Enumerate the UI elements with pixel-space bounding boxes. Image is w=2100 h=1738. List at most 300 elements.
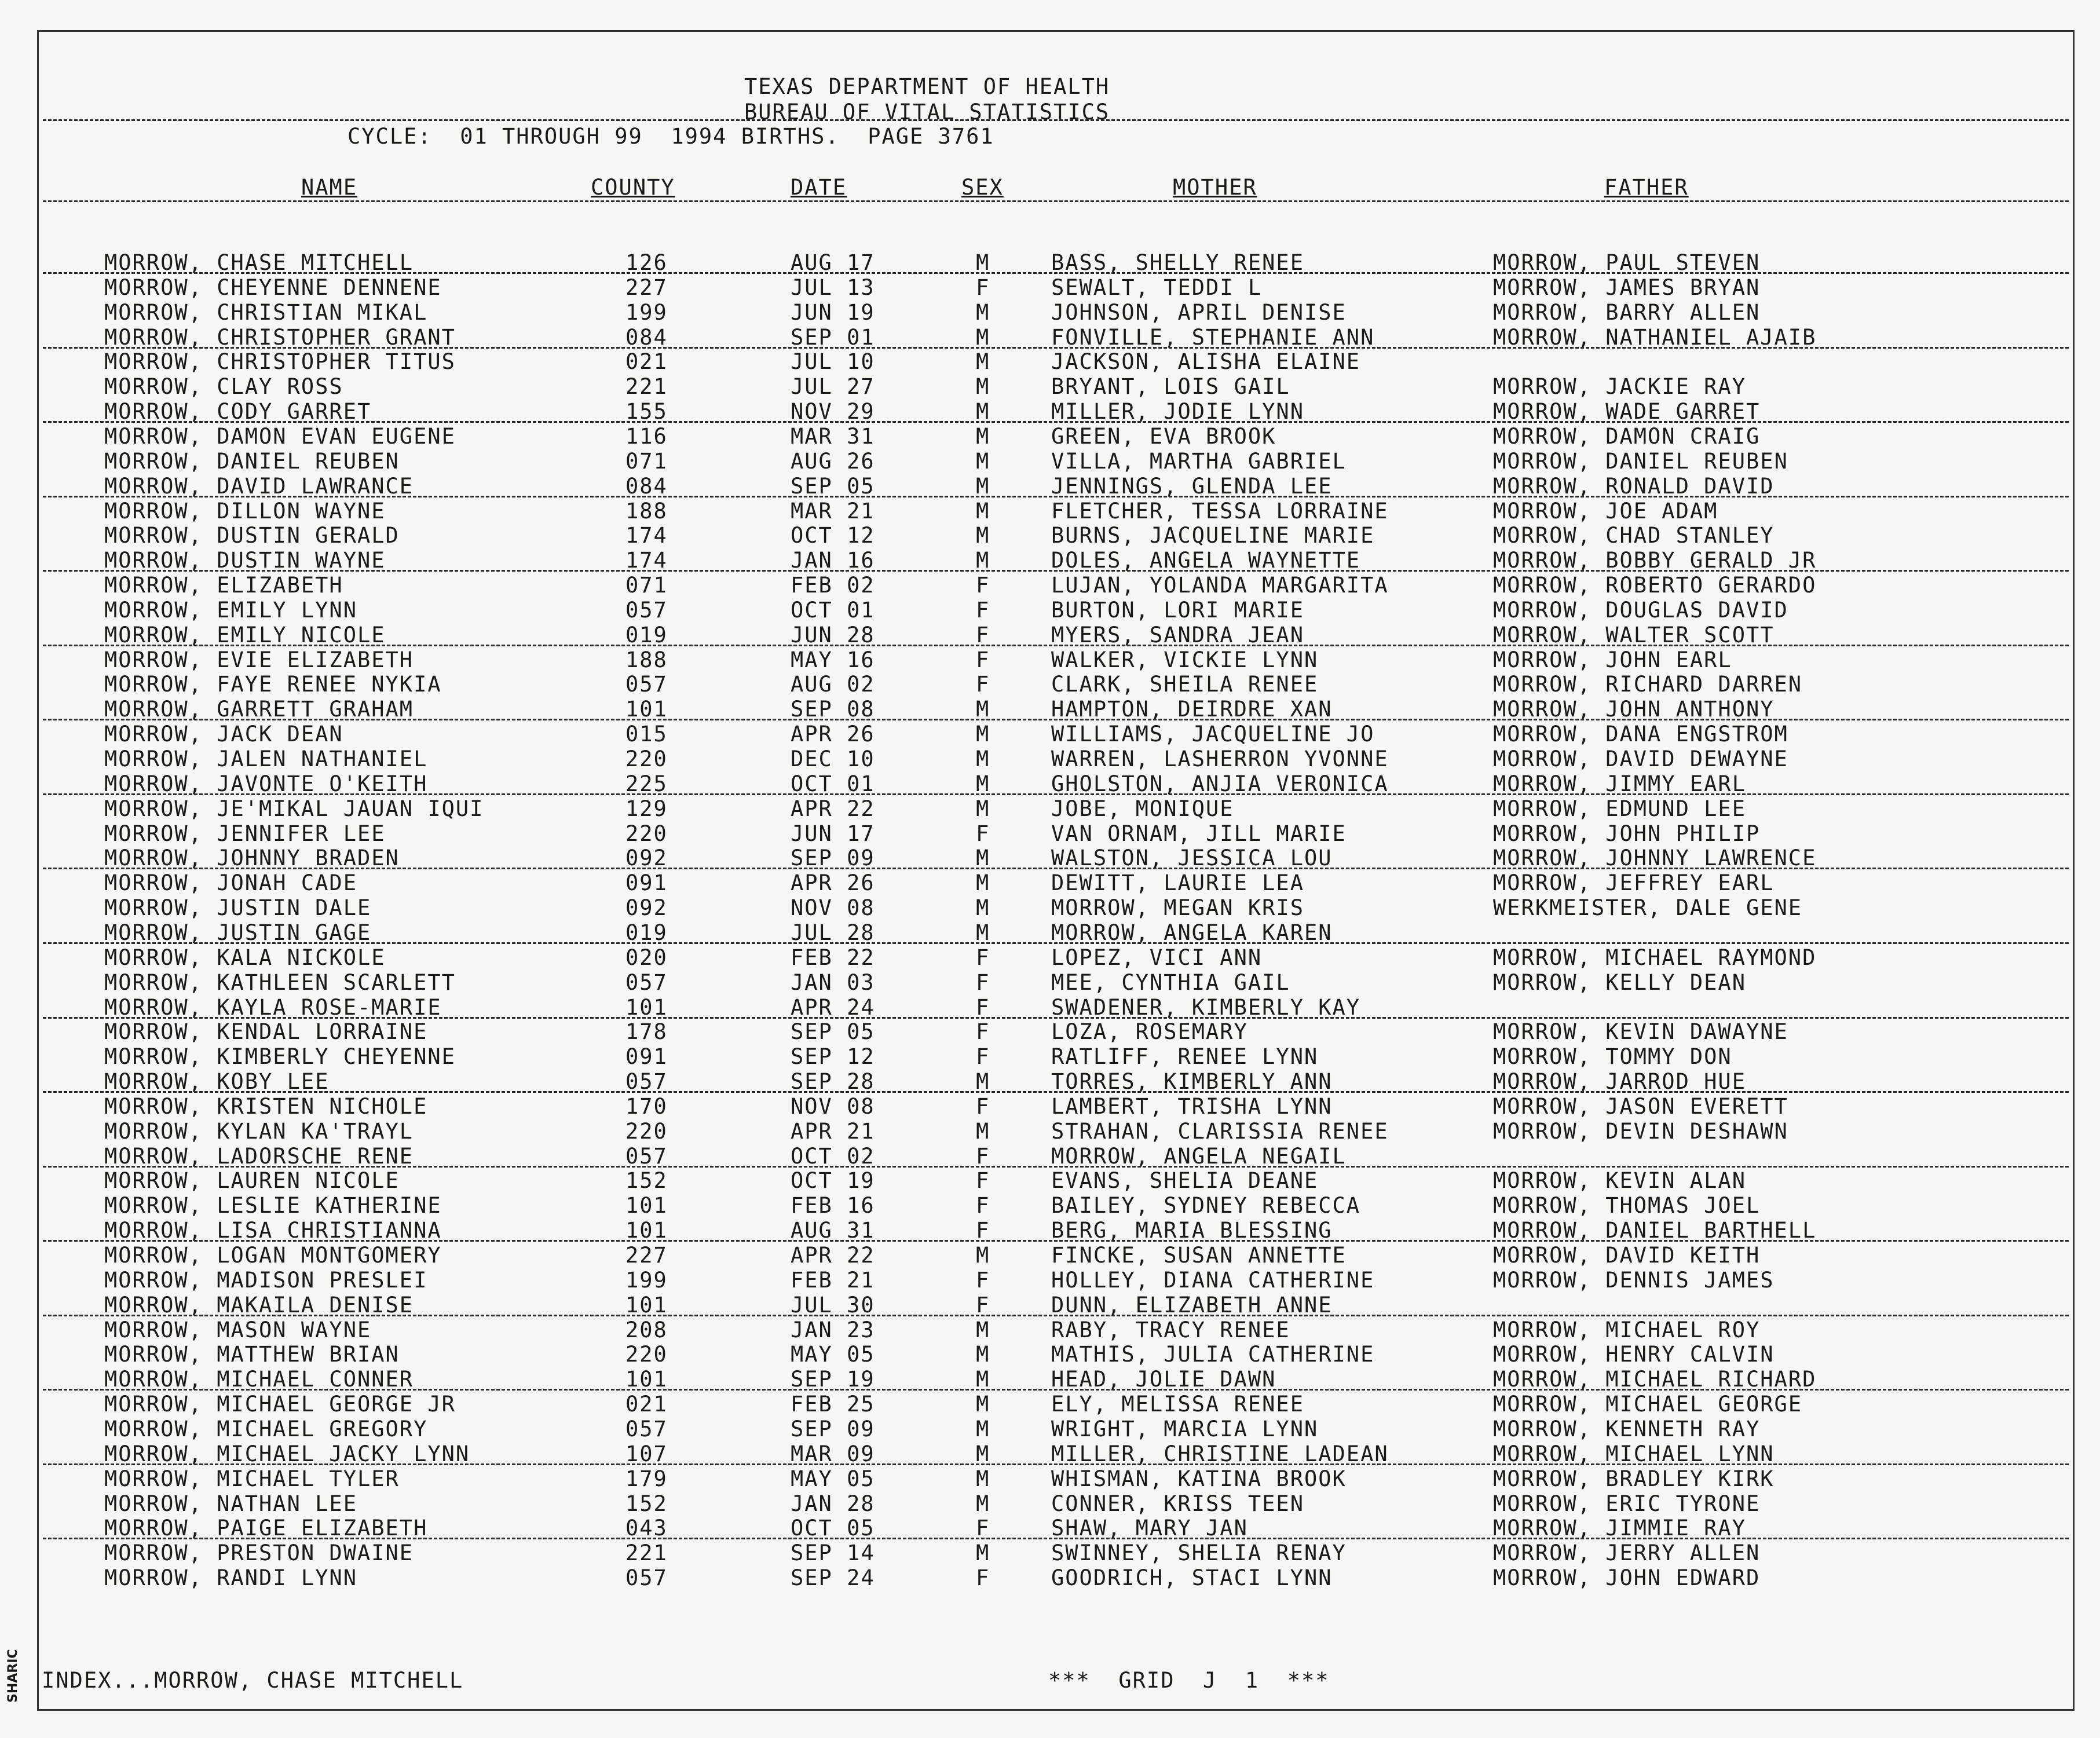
header-department: TEXAS DEPARTMENT OF HEALTH: [744, 74, 1110, 99]
record-mother: WRIGHT, MARCIA LYNN: [1051, 1416, 1319, 1441]
record-date: MAY 16: [791, 647, 875, 672]
record-sex: M: [976, 1416, 990, 1441]
record-sex: F: [976, 1193, 990, 1219]
record-sex: F: [976, 1267, 990, 1293]
row-group-rule: [43, 1389, 2069, 1391]
record-mother: BURTON, LORI MARIE: [1051, 597, 1304, 623]
record-name: MORROW, JAVONTE O'KEITH: [104, 771, 428, 796]
record-name: MORROW, CHRISTOPHER TITUS: [104, 349, 456, 375]
record-mother: STRAHAN, CLARISSIA RENEE: [1051, 1118, 1389, 1144]
record-mother: WILLIAMS, JACQUELINE JO: [1051, 722, 1375, 747]
record-county: 126: [625, 250, 668, 275]
record-father: MORROW, DENNIS JAMES: [1493, 1267, 1775, 1293]
record-mother: JOHNSON, APRIL DENISE: [1051, 299, 1347, 325]
record-sex: F: [976, 1218, 990, 1243]
record-sex: M: [976, 1069, 990, 1095]
record-father: MORROW, BRADLEY KIRK: [1493, 1466, 1775, 1491]
record-name: MORROW, JENNIFER LEE: [104, 821, 386, 846]
record-county: 101: [625, 1367, 668, 1392]
record-row: [0, 945, 2100, 970]
record-date: SEP 14: [791, 1541, 875, 1566]
record-father: MORROW, JOHN PHILIP: [1493, 821, 1761, 846]
record-row: [0, 821, 2100, 846]
record-mother: VILLA, MARTHA GABRIEL: [1051, 448, 1347, 474]
record-date: JUN 28: [791, 622, 875, 647]
record-name: MORROW, RANDI LYNN: [104, 1565, 357, 1591]
record-name: MORROW, CHASE MITCHELL: [104, 250, 414, 275]
row-group-rule: [43, 570, 2069, 572]
row-group-rule: [43, 719, 2069, 720]
record-date: AUG 17: [791, 250, 875, 275]
record-name: MORROW, KYLAN KA'TRAYL: [104, 1118, 414, 1144]
record-name: MORROW, MICHAEL JACKY LYNN: [104, 1441, 470, 1466]
record-mother: BERG, MARIA BLESSING: [1051, 1218, 1333, 1243]
record-mother: SEWALT, TEDDI L: [1051, 275, 1263, 300]
record-sex: F: [976, 622, 990, 647]
record-name: MORROW, KENDAL LORRAINE: [104, 1019, 428, 1045]
record-name: MORROW, DANIEL REUBEN: [104, 448, 400, 474]
record-father: MORROW, RONALD DAVID: [1493, 473, 1775, 499]
record-mother: MILLER, JODIE LYNN: [1051, 399, 1304, 425]
record-mother: HAMPTON, DEIRDRE XAN: [1051, 697, 1333, 722]
record-date: APR 21: [791, 1118, 875, 1144]
record-mother: SWADENER, KIMBERLY KAY: [1051, 994, 1361, 1020]
row-group-rule: [43, 1091, 2069, 1093]
record-name: MORROW, MICHAEL CONNER: [104, 1367, 414, 1392]
record-father: WERKMEISTER, DALE GENE: [1493, 895, 1803, 921]
record-father: MORROW, JOHN ANTHONY: [1493, 697, 1775, 722]
record-mother: MYERS, SANDRA JEAN: [1051, 622, 1304, 647]
record-date: JUL 13: [791, 275, 875, 300]
record-row: [0, 796, 2100, 821]
record-row: [0, 870, 2100, 895]
record-mother: MORROW, ANGELA KAREN: [1051, 920, 1333, 945]
record-row: [0, 499, 2100, 524]
row-group-rule: [43, 793, 2069, 795]
record-row: [0, 1342, 2100, 1367]
row-group-rule: [43, 942, 2069, 944]
record-father: MORROW, KELLY DEAN: [1493, 969, 1746, 995]
record-name: MORROW, KAYLA ROSE-MARIE: [104, 994, 442, 1020]
record-row: [0, 424, 2100, 449]
record-mother: LUJAN, YOLANDA MARGARITA: [1051, 573, 1389, 598]
record-date: NOV 08: [791, 895, 875, 921]
record-mother: LOPEZ, VICI ANN: [1051, 945, 1263, 970]
record-mother: CONNER, KRISS TEEN: [1051, 1491, 1304, 1516]
record-county: 057: [625, 597, 668, 623]
record-row: [0, 1293, 2100, 1318]
record-father: MORROW, DOUGLAS DAVID: [1493, 597, 1788, 623]
record-date: JUL 28: [791, 920, 875, 945]
record-name: MORROW, JACK DEAN: [104, 722, 343, 747]
record-date: SEP 08: [791, 697, 875, 722]
column-header-mother: MOTHER: [1173, 175, 1257, 200]
record-county: 057: [625, 1143, 668, 1169]
record-row: [0, 1168, 2100, 1193]
record-father: MORROW, DANA ENGSTROM: [1493, 722, 1788, 747]
record-county: 220: [625, 1342, 668, 1367]
record-name: MORROW, JE'MIKAL JAUAN IQUI: [104, 796, 484, 821]
record-county: 188: [625, 647, 668, 672]
record-row: [0, 474, 2100, 499]
record-sex: M: [976, 722, 990, 747]
record-row: [0, 1392, 2100, 1417]
record-sex: M: [976, 771, 990, 796]
record-sex: M: [976, 473, 990, 499]
record-row: [0, 449, 2100, 474]
record-father: MORROW, KEVIN DAWAYNE: [1493, 1019, 1788, 1045]
record-sex: M: [976, 1392, 990, 1417]
record-sex: M: [976, 1441, 990, 1466]
record-name: MORROW, MATTHEW BRIAN: [104, 1342, 400, 1367]
record-mother: WALKER, VICKIE LYNN: [1051, 647, 1319, 672]
record-name: MORROW, CHRISTIAN MIKAL: [104, 299, 428, 325]
record-row: [0, 250, 2100, 275]
record-sex: M: [976, 498, 990, 524]
record-mother: BAILEY, SYDNEY REBECCA: [1051, 1193, 1361, 1219]
row-group-rule: [43, 347, 2069, 349]
record-name: MORROW, MASON WAYNE: [104, 1317, 372, 1342]
record-row: [0, 697, 2100, 722]
row-group-rule: [43, 1166, 2069, 1168]
record-father: MORROW, ROBERTO GERARDO: [1493, 573, 1817, 598]
record-father: MORROW, DAVID KEITH: [1493, 1243, 1761, 1268]
record-name: MORROW, LESLIE KATHERINE: [104, 1193, 442, 1219]
record-father: MORROW, DAVID DEWAYNE: [1493, 747, 1788, 771]
record-mother: FLETCHER, TESSA LORRAINE: [1051, 498, 1389, 524]
header-bureau: BUREAU OF VITAL STATISTICS: [744, 100, 1110, 125]
record-date: AUG 02: [791, 672, 875, 697]
record-row: [0, 548, 2100, 573]
column-header-date: DATE: [791, 175, 847, 200]
record-row: [0, 523, 2100, 548]
record-sex: F: [976, 573, 990, 598]
record-father: MORROW, ERIC TYRONE: [1493, 1491, 1761, 1516]
record-row: [0, 895, 2100, 920]
record-row: [0, 1565, 2100, 1590]
record-sex: M: [976, 374, 990, 400]
row-group-rule: [43, 1017, 2069, 1019]
record-father: MORROW, THOMAS JOEL: [1493, 1193, 1761, 1219]
record-row: [0, 747, 2100, 771]
record-name: MORROW, DUSTIN WAYNE: [104, 548, 386, 573]
record-sex: M: [976, 895, 990, 921]
record-county: 057: [625, 969, 668, 995]
record-mother: GOODRICH, STACI LYNN: [1051, 1565, 1333, 1591]
record-name: MORROW, JUSTIN GAGE: [104, 920, 372, 945]
record-father: MORROW, CHAD STANLEY: [1493, 523, 1775, 548]
record-mother: TORRES, KIMBERLY ANN: [1051, 1069, 1333, 1095]
record-date: SEP 09: [791, 846, 875, 871]
record-date: JUN 17: [791, 821, 875, 846]
record-sex: F: [976, 275, 990, 300]
record-sex: F: [976, 1143, 990, 1169]
record-sex: F: [976, 1292, 990, 1318]
record-father: MORROW, PAUL STEVEN: [1493, 250, 1761, 275]
record-father: MORROW, JASON EVERETT: [1493, 1093, 1788, 1119]
record-sex: M: [976, 548, 990, 573]
row-group-rule: [43, 496, 2069, 497]
record-row: [0, 1243, 2100, 1268]
record-sex: M: [976, 250, 990, 275]
record-mother: EVANS, SHELIA DEANE: [1051, 1168, 1319, 1194]
column-header-sex: SEX: [961, 175, 1004, 200]
record-name: MORROW, KATHLEEN SCARLETT: [104, 969, 456, 995]
record-name: MORROW, ELIZABETH: [104, 573, 343, 598]
record-date: AUG 26: [791, 448, 875, 474]
record-row: [0, 771, 2100, 796]
record-row: [0, 1516, 2100, 1541]
record-row: [0, 325, 2100, 350]
record-mother: JENNINGS, GLENDA LEE: [1051, 473, 1333, 499]
record-mother: RABY, TRACY RENEE: [1051, 1317, 1290, 1342]
record-date: SEP 12: [791, 1044, 875, 1070]
record-father: MORROW, JIMMIE RAY: [1493, 1516, 1746, 1541]
row-group-rule: [43, 1315, 2069, 1316]
record-row: [0, 1044, 2100, 1069]
record-sex: M: [976, 349, 990, 375]
record-sex: M: [976, 747, 990, 771]
record-mother: BURNS, JACQUELINE MARIE: [1051, 523, 1375, 548]
record-father: MORROW, DANIEL BARTHELL: [1493, 1218, 1817, 1243]
record-sex: F: [976, 647, 990, 672]
record-mother: SHAW, MARY JAN: [1051, 1516, 1248, 1541]
record-county: 221: [625, 374, 668, 400]
record-sex: M: [976, 1317, 990, 1342]
record-name: MORROW, EMILY LYNN: [104, 597, 357, 623]
record-name: MORROW, DAMON EVAN EUGENE: [104, 423, 456, 449]
record-name: MORROW, DUSTIN GERALD: [104, 523, 400, 548]
record-date: AUG 31: [791, 1218, 875, 1243]
record-row: [0, 920, 2100, 945]
record-name: MORROW, PAIGE ELIZABETH: [104, 1516, 428, 1541]
column-header-county: COUNTY: [591, 175, 675, 200]
record-mother: HEAD, JOLIE DAWN: [1051, 1367, 1276, 1392]
record-name: MORROW, FAYE RENEE NYKIA: [104, 672, 442, 697]
record-mother: FONVILLE, STEPHANIE ANN: [1051, 324, 1375, 350]
record-father: MORROW, MICHAEL GEORGE: [1493, 1392, 1803, 1417]
record-name: MORROW, MADISON PRESLEI: [104, 1267, 428, 1293]
record-county: 116: [625, 423, 668, 449]
row-group-rule: [43, 272, 2069, 274]
record-county: 221: [625, 1541, 668, 1566]
record-county: 057: [625, 1416, 668, 1441]
record-father: MORROW, MICHAEL ROY: [1493, 1317, 1761, 1342]
record-sex: F: [976, 672, 990, 697]
record-mother: MEE, CYNTHIA GAIL: [1051, 969, 1290, 995]
record-row: [0, 1417, 2100, 1441]
footer-index: INDEX...MORROW, CHASE MITCHELL: [42, 1668, 464, 1693]
record-father: MORROW, MICHAEL LYNN: [1493, 1441, 1775, 1466]
record-sex: M: [976, 870, 990, 896]
record-name: MORROW, NATHAN LEE: [104, 1491, 357, 1516]
record-county: 020: [625, 945, 668, 970]
record-mother: CLARK, SHEILA RENEE: [1051, 672, 1319, 697]
record-name: MORROW, LISA CHRISTIANNA: [104, 1218, 442, 1243]
record-date: SEP 24: [791, 1565, 875, 1591]
record-county: 227: [625, 1243, 668, 1268]
record-date: OCT 01: [791, 771, 875, 796]
record-father: MORROW, KEVIN ALAN: [1493, 1168, 1746, 1194]
record-sex: M: [976, 324, 990, 350]
column-header-father: FATHER: [1604, 175, 1689, 200]
record-row: [0, 672, 2100, 697]
record-sex: M: [976, 1491, 990, 1516]
record-mother: VAN ORNAM, JILL MARIE: [1051, 821, 1347, 846]
record-county: 101: [625, 994, 668, 1020]
record-date: OCT 05: [791, 1516, 875, 1541]
record-date: APR 26: [791, 722, 875, 747]
record-sex: M: [976, 1367, 990, 1392]
record-county: 107: [625, 1441, 668, 1466]
record-name: MORROW, EMILY NICOLE: [104, 622, 386, 647]
record-county: 015: [625, 722, 668, 747]
record-county: 220: [625, 747, 668, 771]
record-father: MORROW, JARROD HUE: [1493, 1069, 1746, 1095]
record-row: [0, 647, 2100, 672]
record-sex: F: [976, 1044, 990, 1070]
record-name: MORROW, LADORSCHE RENE: [104, 1143, 414, 1169]
record-county: 019: [625, 920, 668, 945]
record-county: 057: [625, 1565, 668, 1591]
record-row: [0, 1218, 2100, 1243]
record-father: MORROW, WADE GARRET: [1493, 399, 1761, 425]
record-county: 152: [625, 1491, 668, 1516]
record-father: MORROW, DEVIN DESHAWN: [1493, 1118, 1788, 1144]
record-county: 071: [625, 573, 668, 598]
record-county: 155: [625, 399, 668, 425]
record-name: MORROW, PRESTON DWAINE: [104, 1541, 414, 1566]
record-row: [0, 349, 2100, 374]
record-sex: M: [976, 399, 990, 425]
record-date: JAN 28: [791, 1491, 875, 1516]
record-date: SEP 09: [791, 1416, 875, 1441]
record-county: 208: [625, 1317, 668, 1342]
record-sex: M: [976, 846, 990, 871]
row-group-rule: [43, 1463, 2069, 1465]
record-county: 101: [625, 1218, 668, 1243]
record-name: MORROW, KRISTEN NICHOLE: [104, 1093, 428, 1119]
record-date: FEB 22: [791, 945, 875, 970]
record-name: MORROW, KALA NICKOLE: [104, 945, 386, 970]
record-mother: WALSTON, JESSICA LOU: [1051, 846, 1333, 871]
record-father: MORROW, HENRY CALVIN: [1493, 1342, 1775, 1367]
record-sex: M: [976, 796, 990, 821]
record-county: 101: [625, 1292, 668, 1318]
record-mother: DOLES, ANGELA WAYNETTE: [1051, 548, 1361, 573]
record-mother: BRYANT, LOIS GAIL: [1051, 374, 1290, 400]
record-county: 084: [625, 324, 668, 350]
record-county: 170: [625, 1093, 668, 1119]
record-county: 178: [625, 1019, 668, 1045]
record-row: [0, 1367, 2100, 1392]
record-row: [0, 1466, 2100, 1491]
record-mother: WHISMAN, KATINA BROOK: [1051, 1466, 1347, 1491]
record-mother: JACKSON, ALISHA ELAINE: [1051, 349, 1361, 375]
record-name: MORROW, DAVID LAWRANCE: [104, 473, 414, 499]
record-father: MORROW, JOE ADAM: [1493, 498, 1718, 524]
record-mother: SWINNEY, SHELIA RENAY: [1051, 1541, 1347, 1566]
record-name: MORROW, JONAH CADE: [104, 870, 357, 896]
record-county: 152: [625, 1168, 668, 1194]
record-father: MORROW, DAMON CRAIG: [1493, 423, 1761, 449]
record-name: MORROW, CLAY ROSS: [104, 374, 343, 400]
record-name: MORROW, JUSTIN DALE: [104, 895, 372, 921]
record-name: MORROW, EVIE ELIZABETH: [104, 647, 414, 672]
record-row: [0, 1069, 2100, 1094]
record-sex: M: [976, 920, 990, 945]
record-row: [0, 623, 2100, 647]
record-date: APR 22: [791, 796, 875, 821]
record-father: MORROW, JIMMY EARL: [1493, 771, 1746, 796]
record-date: SEP 05: [791, 473, 875, 499]
record-date: JAN 16: [791, 548, 875, 573]
record-date: MAR 09: [791, 1441, 875, 1466]
record-county: 199: [625, 1267, 668, 1293]
record-sex: M: [976, 523, 990, 548]
record-father: MORROW, JOHNNY LAWRENCE: [1493, 846, 1817, 871]
record-sex: F: [976, 969, 990, 995]
record-name: MORROW, LOGAN MONTGOMERY: [104, 1243, 442, 1268]
column-header-rule: [43, 200, 2069, 202]
record-sex: M: [976, 423, 990, 449]
record-date: APR 26: [791, 870, 875, 896]
record-date: OCT 01: [791, 597, 875, 623]
record-name: MORROW, MICHAEL GREGORY: [104, 1416, 428, 1441]
record-mother: LOZA, ROSEMARY: [1051, 1019, 1248, 1045]
record-name: MORROW, DILLON WAYNE: [104, 498, 386, 524]
record-county: 220: [625, 821, 668, 846]
record-mother: MILLER, CHRISTINE LADEAN: [1051, 1441, 1389, 1466]
record-row: [0, 1541, 2100, 1565]
record-date: OCT 19: [791, 1168, 875, 1194]
record-mother: FINCKE, SUSAN ANNETTE: [1051, 1243, 1347, 1268]
record-mother: MORROW, ANGELA NEGAIL: [1051, 1143, 1347, 1169]
record-date: FEB 25: [791, 1392, 875, 1417]
record-mother: GHOLSTON, ANJIA VERONICA: [1051, 771, 1389, 796]
record-date: JUL 10: [791, 349, 875, 375]
record-county: 019: [625, 622, 668, 647]
record-row: [0, 300, 2100, 325]
record-sex: M: [976, 448, 990, 474]
record-father: MORROW, JERRY ALLEN: [1493, 1541, 1761, 1566]
record-row: [0, 1268, 2100, 1293]
record-row: [0, 1094, 2100, 1119]
record-sex: F: [976, 1168, 990, 1194]
record-date: JUL 30: [791, 1292, 875, 1318]
record-father: MORROW, TOMMY DON: [1493, 1044, 1732, 1070]
record-date: NOV 29: [791, 399, 875, 425]
record-mother: MATHIS, JULIA CATHERINE: [1051, 1342, 1375, 1367]
record-county: 179: [625, 1466, 668, 1491]
record-name: MORROW, GARRETT GRAHAM: [104, 697, 414, 722]
record-date: APR 22: [791, 1243, 875, 1268]
record-row: [0, 374, 2100, 399]
row-group-rule: [43, 421, 2069, 423]
record-sex: F: [976, 1019, 990, 1045]
record-father: MORROW, DANIEL REUBEN: [1493, 448, 1788, 474]
record-date: OCT 02: [791, 1143, 875, 1169]
record-father: MORROW, JAMES BRYAN: [1493, 275, 1761, 300]
record-date: OCT 12: [791, 523, 875, 548]
record-date: FEB 02: [791, 573, 875, 598]
record-date: JUN 19: [791, 299, 875, 325]
record-row: [0, 275, 2100, 300]
record-county: 188: [625, 498, 668, 524]
record-sex: M: [976, 1342, 990, 1367]
record-sex: F: [976, 1516, 990, 1541]
record-father: MORROW, KENNETH RAY: [1493, 1416, 1761, 1441]
